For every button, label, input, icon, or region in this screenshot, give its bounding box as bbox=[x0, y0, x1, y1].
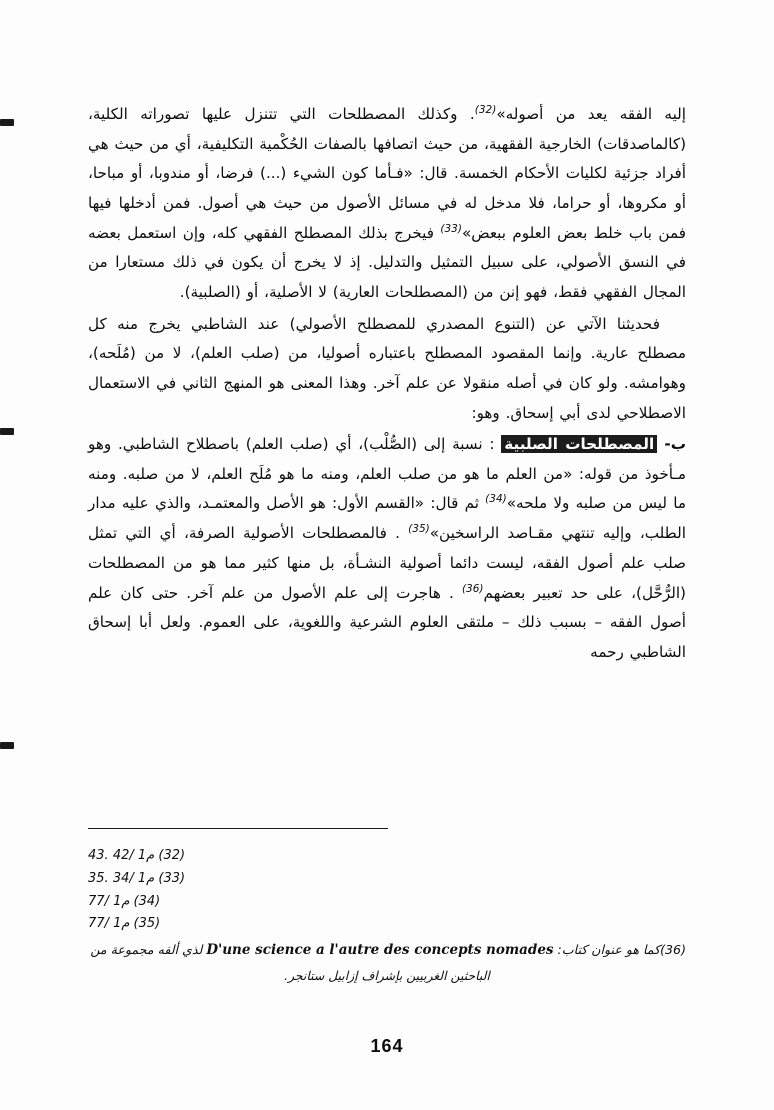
scan-artifact-mark-top bbox=[0, 119, 14, 126]
scan-artifact-mark-middle bbox=[0, 428, 14, 435]
paragraph-1-rest: . وكذلك المصطلحات التي تتنزل عليها تصوراته الكلية، (كالماصدقات) الخارجية الفقهية، من حيث اتصافها بالصفات الحُكْمية التكليفية، أي من حيث هي أفراد جزئية لكليات الأحكام الخمسة. قال: «فـأما كون الشيء (...) فرضا، أو مندوبا، أو مباحا، أو مكروها، أو حراما، فلا مدخل له في مسائل الأصول من حيث هي أصول. فمن أدخلها فيها فمن باب خلط بعض العلوم ببعض» bbox=[88, 105, 686, 242]
footnote-suffix-text: لذي ألفه مجموعة من bbox=[90, 942, 207, 957]
footnote-number: (34) bbox=[133, 893, 161, 909]
footnote-separator-rule bbox=[88, 828, 388, 829]
paragraph-1b-text: فيخرج بذلك المصطلح الفقهي كله، وإن استعمل بعضه في النسق الأصولي، على سبيل التمثيل والتدليل. إذ لا يخرج أن يكون في ذلك مستعارا من المجال الفقهي فقط، فهو إنن من (المصطلحات العارية) لا الأصلية، أو (الصلبية). bbox=[88, 223, 686, 301]
footnote-text: م1 /42 .43 bbox=[88, 848, 155, 863]
footnote-ref-36: (36) bbox=[461, 582, 484, 595]
footnote-item bbox=[88, 891, 686, 914]
section-prefix: ب- bbox=[657, 435, 687, 454]
footnote-ref-32: (32) bbox=[474, 104, 497, 116]
footnote-item-36 bbox=[88, 939, 686, 986]
scan-artifact-mark-bottom bbox=[0, 742, 14, 749]
section-after-ref: ثم قال: «القسم الأول: هو الأصل والمعتمـد، والذي عليه مدار الطلب، وإليه تنتهي مقـاصد الراسخين» bbox=[88, 494, 686, 543]
footnote-number: (35) bbox=[133, 916, 161, 932]
footnote-number: (36) bbox=[660, 942, 686, 957]
section-suffix: : نسبة إلى (الصُّلْب)، أي (صلب العلم) باصطلاح الشاطبي. وهو مـأخوذ من قوله: «من العلم ما هو من صلب العلم، ومنه ما هو مُلَح العلم، لا من صلبه. ومنه ما ليس من صلبه ولا ملحه» bbox=[88, 435, 687, 513]
section-title-highlight: المصطلحات الصلبية bbox=[501, 435, 657, 453]
section-tail-2: . هاجرت إلى علم الأصول من علم آخر. حتى كان علم أصول الفقه – بسبب ذلك – ملتقى العلوم الشرعية واللغوية، على العموم. ولعل أبا إسحاق الشاطبي رحمه bbox=[88, 583, 686, 661]
paragraph-1-text: إليه الفقه يعد من أصوله» bbox=[496, 105, 687, 124]
footnote-number: (33) bbox=[158, 870, 186, 886]
footnote-ref-35: (35) bbox=[408, 523, 430, 536]
footnote-text: م1 /77 bbox=[88, 916, 130, 932]
page-number: 164 bbox=[370, 1036, 404, 1056]
footnote-item bbox=[88, 845, 686, 868]
footnote-item bbox=[88, 913, 686, 936]
paragraph-2 bbox=[88, 310, 686, 429]
footnote-second-line: الباحثين الغربيين بإشراف إزابيل ستانجر. bbox=[284, 967, 490, 983]
footnote-text: م1 /34 .35 bbox=[88, 870, 155, 886]
paragraph-2-text: فحديثنا الآتي عن (التنوع المصدري للمصطلح الأصولي) عند الشاطبي يخرج منه كل مصطلح عارية. وإنما المقصود المصطلح باعتباره أصوليا، من (صلب العلم)، لا من (مُلَحه)، وهوامشه. ولو كان في أصله منقولا عن علم آخر. وهذا المعنى هو المنهج الثاني في الاستعمال الاصطلاحي لدى أبي إسحاق. وهو: bbox=[88, 314, 686, 422]
paragraph-1 bbox=[88, 100, 686, 308]
section-tail: . فالمصطلحات الأصولية الصرفة، أي التي تمثل صلب علم أصول الفقه، ليست دائما أصولية النشـأة، بل منها كثير مما هو من المصطلحات (الرُّحَّل)، على حد تعبير بعضهم bbox=[88, 524, 686, 602]
footnote-item bbox=[88, 868, 686, 891]
page-body bbox=[88, 100, 686, 669]
footnote-text: م1 /77 bbox=[88, 893, 130, 909]
footnote-lead-text: كما هو عنوان كتاب: bbox=[557, 942, 661, 957]
section-heading-paragraph bbox=[88, 430, 686, 667]
footnote-latin-title: D'une science a l'autre des concepts nomades bbox=[206, 942, 554, 958]
footnotes-block bbox=[88, 845, 686, 986]
footnote-number: (32) bbox=[158, 848, 186, 863]
footnote-ref-34: (34) bbox=[485, 493, 507, 506]
footnote-ref-33: (33) bbox=[440, 222, 462, 235]
